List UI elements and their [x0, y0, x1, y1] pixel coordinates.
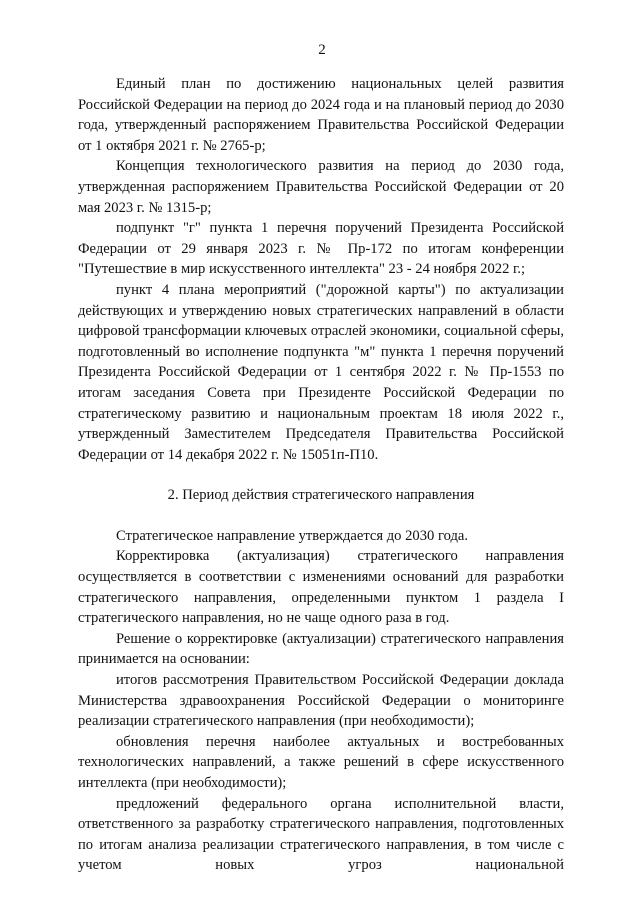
document-page: [78, 40, 564, 876]
paragraph-correction: Корректировка (актуализация) стратегического направления осуществляется в соответствии с изменениями оснований для разработки стратегического направления, определенными пунктом 1 раздела I стратегического направления, но не чаще одного раза в год.: [78, 548, 564, 627]
paragraph-roadmap-item-4: пункт 4 плана мероприятий ("дорожной карты") по актуализации действующих и утверждению новых стратегических направлений в области цифровой трансформации ключевых отраслей экономики, социальной сферы, подготовленный во исполнение подпункта "м" пункта 1 перечня поручений Президента Российской Федерации от 1 сентября 2022 г. № Пр-1553 по итогам заседания Совета при Президенте Российской Федерации по стратегическому развитию и национальным проектам 18 июля 2022 г., утвержденный Заместителем Председателя Правительства Российской Федерации от 14 декабря 2022 г. № 15051п-П10.: [78, 281, 564, 463]
list-item-government-review: итогов рассмотрения Правительством Российской Федерации доклада Министерства здравоохранения Российской Федерации о мониторинге реализации стратегического направления (при необходимости);: [78, 672, 564, 730]
paragraph-approval-term: Стратегическое направление утверждается до 2030 года.: [116, 527, 469, 544]
list-item-tech-update: обновления перечня наиболее актуальных и востребованных технологических направлений, а также решений в сфере искусственного интеллекта (при необходимости);: [78, 733, 564, 791]
paragraph-decision-basis: Решение о корректировке (актуализации) стратегического направления принимается на основании:: [78, 630, 564, 668]
page-number: 2: [318, 42, 326, 58]
paragraph-president-order-172: подпункт "г" пункта 1 перечня поручений Президента Российской Федерации от 29 января 2023 г. № Пр-172 по итогам конференции "Путешествие в мир искусственного интеллекта" 23 - 24 ноября 2022 г.;: [78, 220, 564, 278]
paragraph-tech-concept: Концепция технологического развития на период до 2030 года, утвержденная распоряжением Правительства Российской Федерации от 20 мая 2023 г. № 1315-р;: [78, 158, 564, 216]
paragraph-unified-plan: Единый план по достижению национальных целей развития Российской Федерации на период до 2024 года и на плановый период до 2030 года, утвержденный распоряжением Правительства Российской Федерации от 1 октября 2021 г. № 2765-р;: [78, 76, 564, 154]
list-item-federal-proposals: предложений федерального органа исполнительной власти, ответственного за разработку стратегического направления, подготовленных по итогам анализа реализации стратегического направления, в том числе с учетом новых угроз национальной: [78, 795, 564, 874]
section-heading: 2. Период действия стратегического направления: [167, 487, 475, 504]
